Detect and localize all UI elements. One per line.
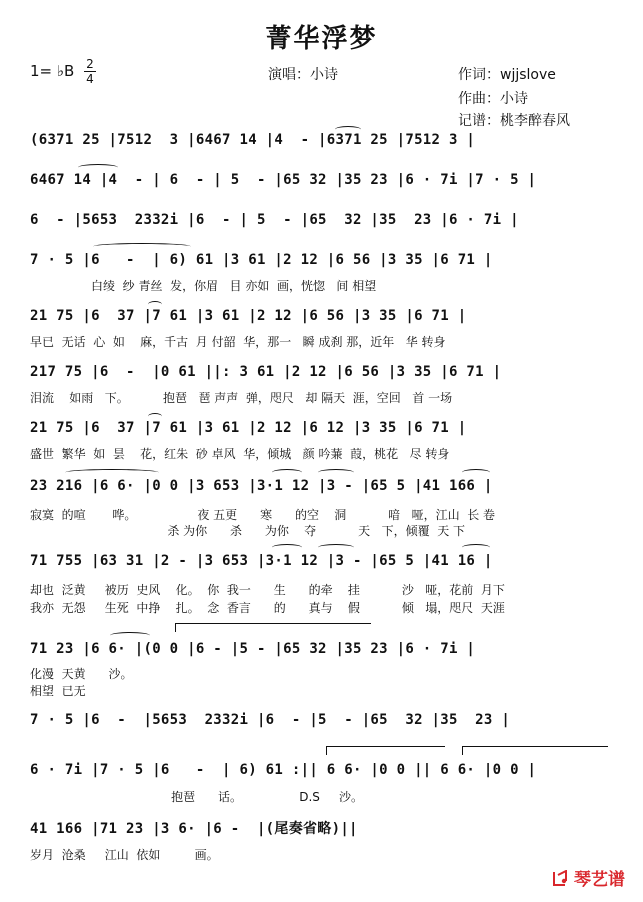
notation-row: 41 166 |71 23 |3 6· |6 - |(尾奏省略)||	[30, 821, 358, 837]
lyric-row: 岁月 沧桑 江山 依如 画。	[30, 848, 219, 862]
lyricist-credit: 作词：wjjslove	[458, 67, 556, 83]
lyric-row: 化漫 天黄 沙。	[30, 667, 133, 681]
logo-text: 琴艺谱	[574, 870, 625, 890]
notation-row: 23 216 |6 6· |0 0 |3 653 |3·1 12 |3 - |65 5 |41 166 |	[30, 478, 493, 494]
time-top: 2	[86, 57, 94, 71]
lyric-row: 我亦 无怨 生死 中挣 扎。 念 香言 的 真与 假 倾 塌，咫尺 天涯	[30, 601, 505, 615]
volta-bracket	[175, 623, 371, 632]
slur-mark	[272, 544, 302, 551]
lyric-row: 相望 已无	[30, 684, 86, 698]
slur-mark	[335, 126, 361, 133]
volta-bracket	[462, 746, 608, 755]
slur-mark	[462, 469, 490, 476]
notation-row: 7 · 5 |6 - |5653 2332i |6 - |5 - |65 32 |35 23 |	[30, 712, 511, 728]
slur-mark	[148, 301, 162, 308]
lyric-row: 白绫 纱 青丝 发，你眉 目 亦如 画，恍惚 间 相望	[30, 279, 377, 293]
slur-mark	[148, 413, 162, 420]
time-signature	[84, 58, 96, 85]
notation-row: 217 75 |6 - |0 61 ||: 3 61 |2 12 |6 56 |3 35 |6 71 |	[30, 364, 502, 380]
volta-bracket	[326, 746, 445, 755]
composer-credit: 作曲：小诗	[458, 91, 528, 107]
notation-row: 6 - |5653 2332i |6 - | 5 - |65 32 |35 23 |6 · 7i |	[30, 212, 519, 228]
notation-row: (6371 25 |7512 3 |6467 14 |4 - |6371 25 |7512 3 |	[30, 132, 476, 148]
slur-mark	[65, 469, 159, 476]
notation-row: 71 23 |6 6· |(0 0 |6 - |5 - |65 32 |35 23 |6 · 7i |	[30, 641, 476, 657]
music-note-logo-icon	[550, 870, 570, 888]
notation-row: 71 755 |63 31 |2 - |3 653 |3·1 12 |3 - |65 5 |41 16 |	[30, 553, 493, 569]
slur-mark	[78, 164, 118, 171]
slur-mark	[272, 469, 302, 476]
notation-row: 7 · 5 |6 - | 6) 61 |3 61 |2 12 |6 56 |3 35 |6 71 |	[30, 252, 493, 268]
singer-credit: 演唱：小诗	[268, 67, 338, 83]
time-bottom: 4	[86, 72, 94, 86]
lyric-row: 寂寞 的喧 哗。 夜 五更 寒 的空 洞 喑 哑，江山 长 卷	[30, 508, 496, 522]
notation-row: 6467 14 |4 - | 6 - | 5 - |65 32 |35 23 |6 · 7i |7 · 5 |	[30, 172, 537, 188]
notation-row: 6 · 7i |7 · 5 |6 - | 6) 61 :|| 6 6· |0 0 || 6 6· |0 0 |	[30, 762, 537, 778]
notation-row: 21 75 |6 37 |7 61 |3 61 |2 12 |6 56 |3 35 |6 71 |	[30, 308, 467, 324]
notation-row: 21 75 |6 37 |7 61 |3 61 |2 12 |6 12 |3 35 |6 71 |	[30, 420, 467, 436]
lyric-row: 却也 泛黄 被历 史风 化。 你 我一 生 的牵 挂 沙 哑，花前 月下	[30, 583, 505, 597]
site-logo	[550, 865, 625, 890]
lyric-row: 早已 无话 心 如 麻，千古 月 付韶 华，那一 瞬 成刹 那，近年 华 转身	[30, 335, 446, 349]
transcriber-credit: 记谱：桃李醉春风	[458, 113, 570, 129]
lyric-row: 盛世 繁华 如 昙 花，红朱 砂 卓风 华，倾城 颜 吟蒹 葭，桃花 尽 转身	[30, 447, 450, 461]
slur-mark	[318, 544, 354, 551]
song-title: 菁华浮梦	[265, 24, 378, 54]
lyric-row: 杀 为你 杀 为你 夺 天 下，倾覆 天 下	[30, 524, 466, 538]
lyric-row: 泪流 如雨 下。 抱琶 琶 声声 弹，咫尺 却 隔天 涯，空回 首 一场	[30, 391, 453, 405]
slur-mark	[462, 544, 490, 551]
key-signature: 1= ♭B	[30, 62, 75, 80]
slur-mark	[93, 243, 191, 250]
slur-mark	[318, 469, 354, 476]
lyric-row: 抱琶 话。 D.S 沙。	[30, 790, 363, 804]
slur-mark	[110, 632, 150, 639]
